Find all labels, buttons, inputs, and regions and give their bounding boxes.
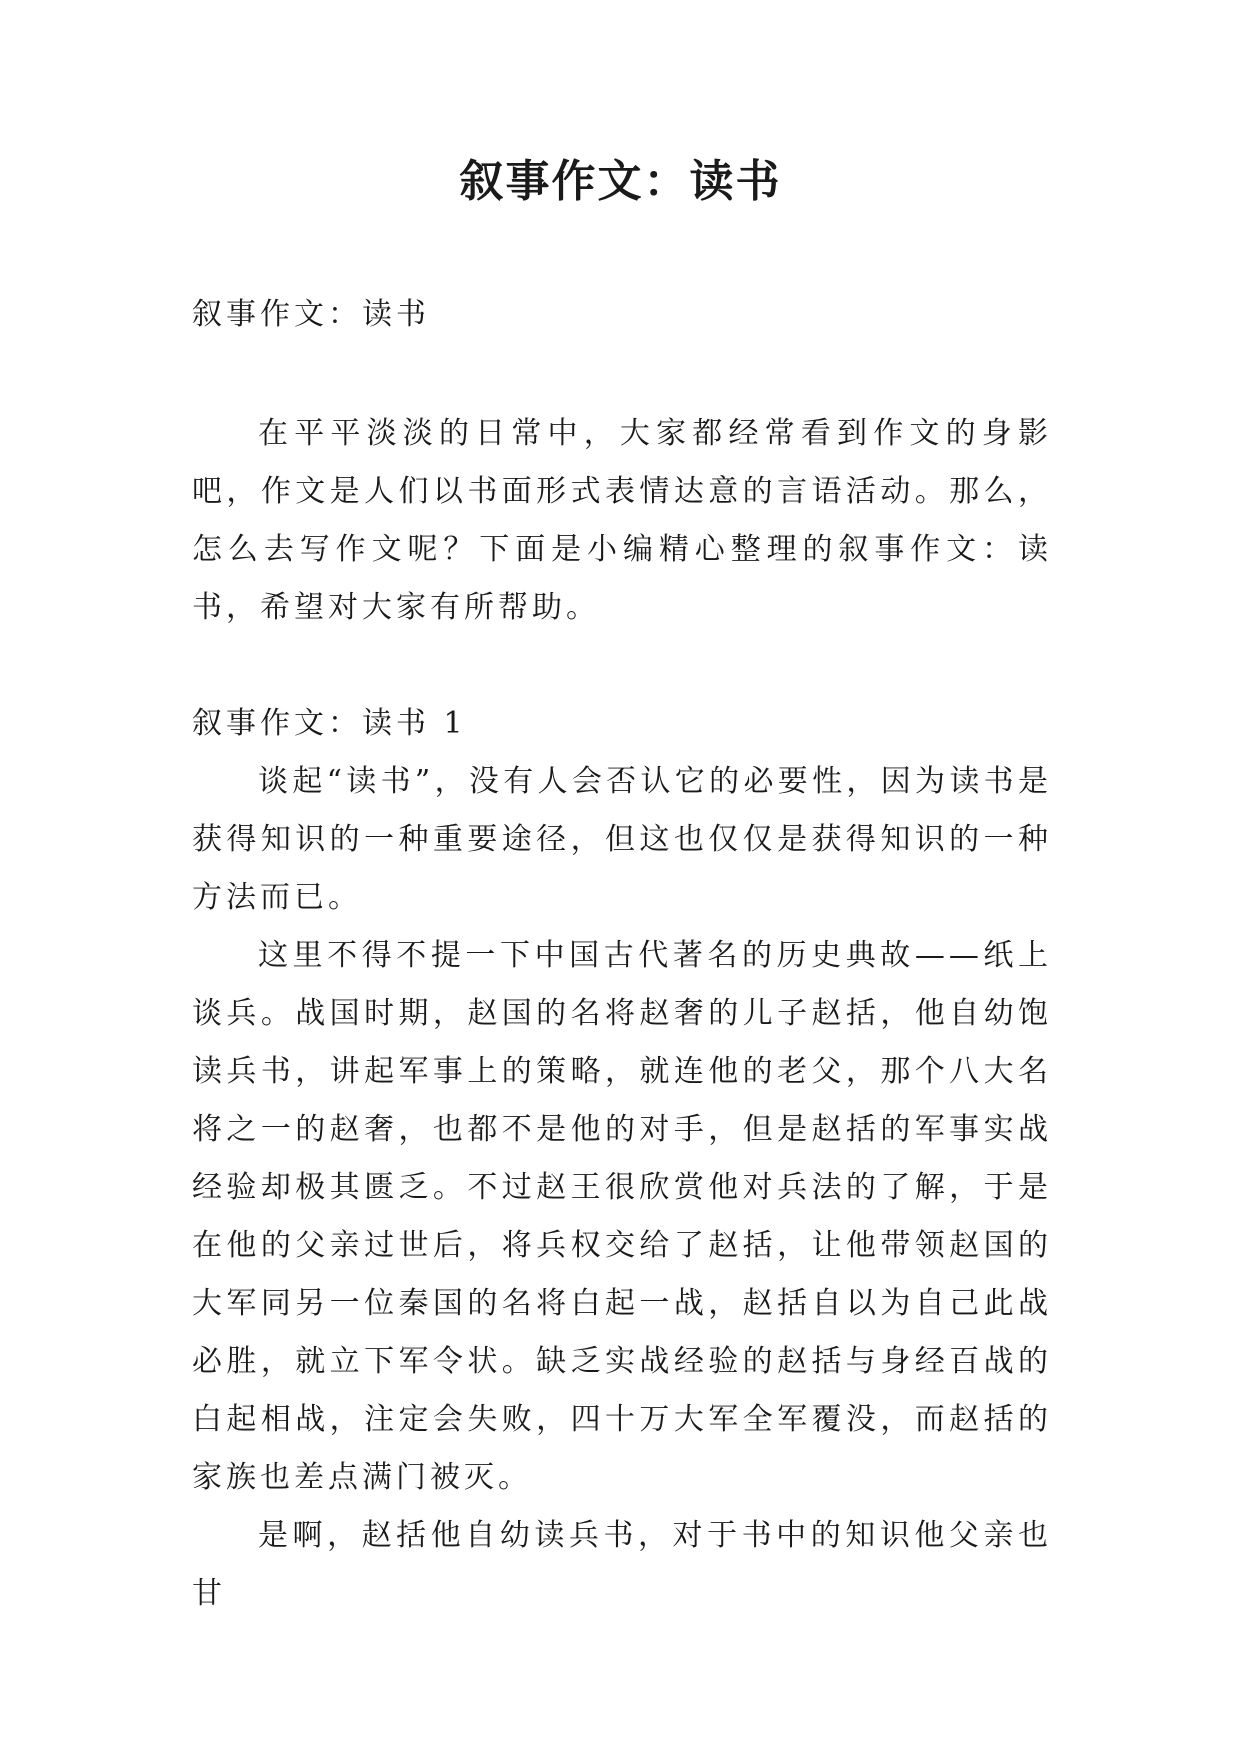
document-title: 叙事作文：读书 [459,156,782,207]
body-paragraph-1: 谈起“读书”，没有人会否认它的必要性，因为读书是获得知识的一种重要途径，但这也仅仅是获得知识的一种方法而已。 [192,764,1052,915]
section-heading: 叙事作文：读书 1 [192,706,467,741]
section-body [192,753,1052,1623]
body-paragraph-2: 这里不得不提一下中国古代著名的历史典故——纸上谈兵。战国时期，赵国的名将赵奢的儿子赵括，他自幼饱读兵书，讲起军事上的策略，就连他的老父，那个八大名将之一的赵奢，也都不是他的对手，但是赵括的军事实战经验却极其匮乏。不过赵王很欣赏他对兵法的了解，于是在他的父亲过世后，将兵权交给了赵括，让他带领赵国的大军同另一位秦国的名将白起一战，赵括自以为自己此战必胜，就立下军令状。缺乏实战经验的赵括与身经百战的白起相战，注定会失败，四十万大军全军覆没，而赵括的家族也差点满门被灭。 [192,938,1052,1495]
body-paragraph-3: 是啊，赵括他自幼读兵书，对于书中的知识他父亲也甘 [192,1518,1052,1611]
intro-paragraph: 在平平淡淡的日常中，大家都经常看到作文的身影吧，作文是人们以书面形式表情达意的言语活动。那么，怎么去写作文呢？下面是小编精心整理的叙事作文：读书，希望对大家有所帮助。 [192,416,1052,625]
document-subtitle: 叙事作文：读书 [192,297,430,332]
